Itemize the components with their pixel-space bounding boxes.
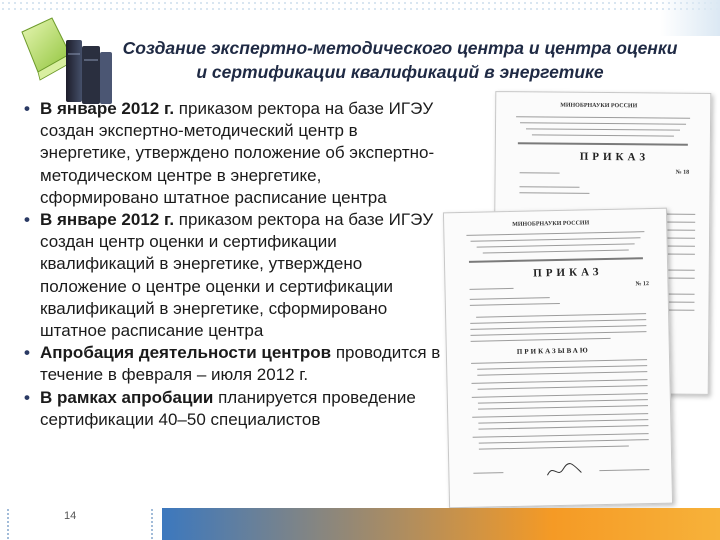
doc-header: МИНОБРНАУКИ РОССИИ: [560, 102, 638, 110]
doc-decree: ПРИКАЗЫВАЮ: [516, 346, 590, 356]
bullet-text: приказом ректора на базе ИГЭУ создан центр оценки и сертификации квалификаций в энергетике, утверждено положение о центре оценки и сертификации квалификаций в энергетике, сформировано штатное расписание центра: [40, 210, 434, 341]
bottom-bar: [0, 508, 720, 540]
order-document-front: [443, 208, 673, 509]
bullet-list: [24, 98, 444, 431]
title-line-1: Создание экспертно-методического центра и центра оценки: [122, 38, 678, 58]
signature-icon: [545, 460, 585, 481]
page-number: 14: [64, 510, 77, 522]
bullet-lead: Апробация деятельности центров: [40, 343, 332, 363]
corner-decoration: [660, 0, 720, 36]
page-title: [120, 36, 680, 84]
bullet-lead: В рамках апробации: [40, 387, 214, 407]
bullet-text: планируется проведение сертификации 40–50 специалистов: [40, 387, 416, 429]
bullet-item: • В январе 2012 г. приказом ректора на базе ИГЭУ создан экспертно-методический центр в энергетике, утверждено положение об экспертно-методическом центре в энергетике, сформировано штатное расписание центра: [24, 99, 435, 207]
doc-order-word: ПРИКАЗ: [533, 266, 603, 280]
bottom-bar-gradient: [162, 508, 720, 540]
doc-header: МИНОБРНАУКИ РОССИИ: [512, 220, 590, 228]
doc-order-word: ПРИКАЗ: [579, 150, 650, 164]
bullet-item: • В январе 2012 г. приказом ректора на базе ИГЭУ создан центр оценки и сертификации квалификаций в энергетике, утверждено положение о центре оценки и сертификации квалификаций в энергетике, сформировано штатное расписание центра: [24, 210, 434, 341]
bullet-lead: В январе 2012 г.: [40, 99, 175, 118]
bullet-item: • Апробация деятельности центров проводится в течение в февраля – июля 2012 г.: [24, 343, 441, 385]
title-line-2: и сертификации квалификаций в энергетике: [196, 62, 604, 82]
bullet-lead: В январе 2012 г.: [40, 210, 175, 230]
top-dot-pattern: [0, 0, 720, 10]
bullet-item: • В рамках апробации планируется проведение сертификации 40–50 специалистов: [24, 387, 416, 429]
bullet-text: проводится в течение в февраля – июля 2012 г.: [40, 343, 441, 385]
doc-number: № 18: [675, 169, 690, 176]
doc-number: № 12: [635, 281, 650, 288]
bullet-text: приказом ректора на базе ИГЭУ создан экспертно-методический центр в энергетике, утверждено положение об экспертно-методическом центре в энергетике, сформировано штатное расписание центра: [40, 99, 435, 207]
